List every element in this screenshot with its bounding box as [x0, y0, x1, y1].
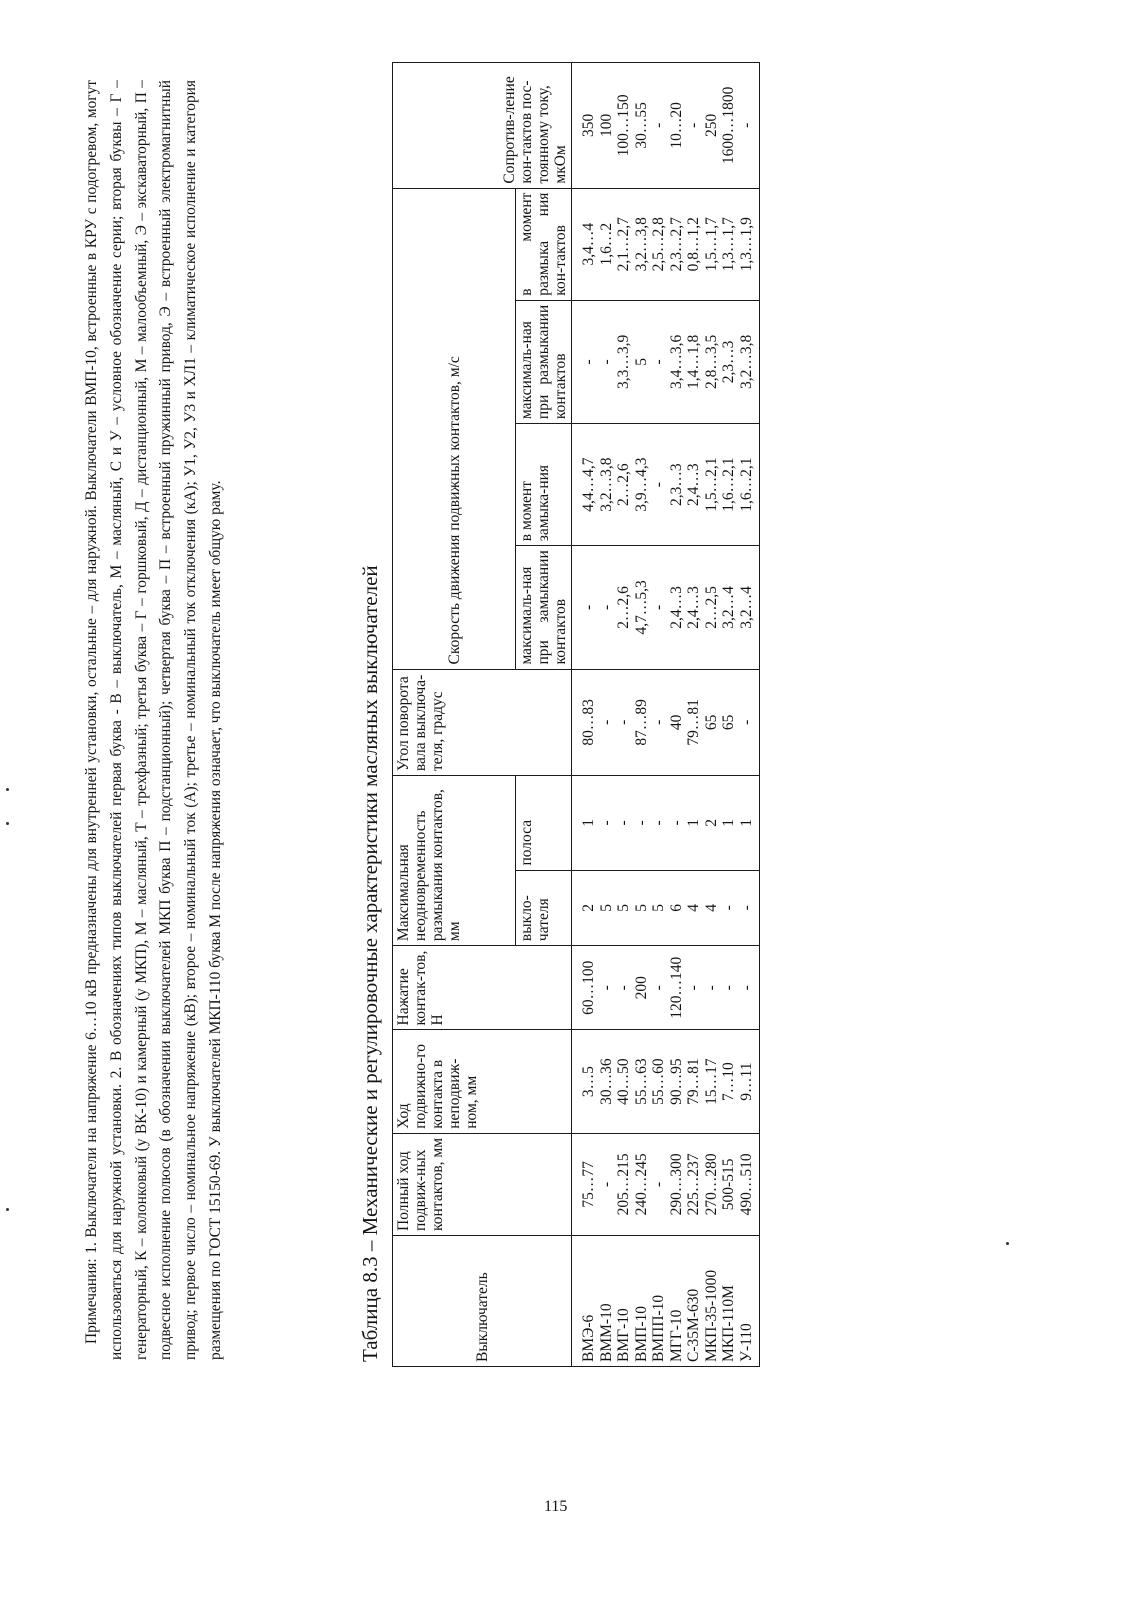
- cell-smc: 2…2,6: [615, 546, 633, 669]
- table-row: [572, 63, 598, 1367]
- cell-smo: 3,2…3,8: [738, 300, 760, 423]
- cell-som: 1,3…1,9: [738, 188, 760, 300]
- cell-mov: 7…10: [720, 1030, 738, 1133]
- cell-name: ВМПП-10: [650, 1235, 668, 1366]
- header-ns-pole: полоса: [516, 776, 572, 870]
- cell-som: 2,3…2,7: [668, 188, 686, 300]
- cell-nsp: -: [598, 776, 616, 870]
- cell-smo: 2,3…3: [720, 300, 738, 423]
- cell-nsp: 1: [720, 776, 738, 870]
- header-movable-travel: Ход подвижно-го контакта в неподвиж-ном, мм: [393, 1030, 572, 1133]
- cell-smo: -: [650, 300, 668, 423]
- table-row: [633, 63, 651, 1367]
- header-contact-pressure: Нажатие контак-тов, Н: [393, 946, 572, 1030]
- cell-res: -: [738, 63, 760, 189]
- cell-res: 30…55: [633, 63, 651, 189]
- cell-mov: 79…81: [685, 1030, 703, 1133]
- cell-som: 0,8…1,2: [685, 188, 703, 300]
- cell-scm: -: [650, 424, 668, 546]
- cell-res: -: [685, 63, 703, 189]
- cell-nsp: -: [668, 776, 686, 870]
- cell-name: МКП-110М: [720, 1235, 738, 1366]
- cell-press: 60…100: [572, 946, 598, 1030]
- header-speed-max-close: максималь-ная при замыкании контактов: [516, 546, 572, 669]
- table-row: [738, 63, 760, 1367]
- cell-press: 200: [633, 946, 651, 1030]
- header-speed-open-moment: в момент размыка ния кон-тактов: [516, 188, 572, 300]
- cell-scm: 4,4…4,7: [572, 424, 598, 546]
- cell-full: 500-515: [720, 1133, 738, 1235]
- cell-scm: 3,9…4,3: [633, 424, 651, 546]
- cell-name: У-110: [738, 1235, 760, 1366]
- cell-name: С-35М-630: [685, 1235, 703, 1366]
- cell-full: 225…237: [685, 1133, 703, 1235]
- cell-nsb: 5: [598, 870, 616, 946]
- cell-mov: 3…5: [572, 1030, 598, 1133]
- cell-full: 490…510: [738, 1133, 760, 1235]
- cell-name: МКП-35-1000: [703, 1235, 721, 1366]
- cell-mov: 90…95: [668, 1030, 686, 1133]
- cell-smc: -: [598, 546, 616, 669]
- cell-nsb: -: [738, 870, 760, 946]
- cell-smo: 3,4…3,6: [668, 300, 686, 423]
- cell-name: ВМГ-10: [615, 1235, 633, 1366]
- table-row: [720, 63, 738, 1367]
- header-breaker: Выключатель: [393, 1235, 572, 1366]
- cell-res: 100: [598, 63, 616, 189]
- cell-nsb: 5: [615, 870, 633, 946]
- cell-scm: 2,3…3: [668, 424, 686, 546]
- cell-press: -: [598, 946, 616, 1030]
- cell-som: 1,6…2: [598, 188, 616, 300]
- cell-smo: 3,3…3,9: [615, 300, 633, 423]
- cell-smo: 2,8…3,5: [703, 300, 721, 423]
- scan-speck: [6, 1208, 9, 1211]
- notes-paragraph: Примечания: 1. Выключатели на напряжение 6…10 кВ предназначены для внутренней установки, остальные – для наружной. Выключатели ВМП-10, встроенные в КРУ с подогревом, могут использоваться для наружной установки. 2. В обозначениях типов выключателей первая буква - В – выключатель, М – масляный, С и У – условное обозначение серии; вторая буквы – Г – генераторный, К – колонковый (у ВК-10) и камерный (у МКП), М – масляный, Т – трехфазный; третья буква – Г – горшковый, Д – дистанционный, М – малообъемный, Э – экскаваторный, П – подвесное исполнение полюсов (в обозначении выключателей МКП буква П – подстанционный); четвертая буква – П – встроенный пружинный привод, Э – встроенный электромагнитный привод; первое число – номинальное напряжение (кВ); второе – номинальный ток (А); третье – номинальный ток отключения (кА); У1, У2, У3 и ХЛ1 – климатическое исполнение и категория размещения по ГОСТ 15150-69. У выключателей МКП-110 буква М после напряжения означает, что выключатель имеет общую раму.: [83, 80, 224, 1360]
- cell-som: 2,1…2,7: [615, 188, 633, 300]
- cell-angle: -: [598, 669, 616, 776]
- cell-full: 75…77: [572, 1133, 598, 1235]
- cell-scm: 2…2,6: [615, 424, 633, 546]
- header-resistance: Сопротив-ление кон-тактов пос-тоянному току, мкОм: [393, 63, 572, 189]
- cell-press: -: [703, 946, 721, 1030]
- cell-nsb: -: [720, 870, 738, 946]
- cell-smc: 2,4…3: [668, 546, 686, 669]
- cell-res: -: [650, 63, 668, 189]
- cell-nsb: 4: [703, 870, 721, 946]
- cell-res: 10…20: [668, 63, 686, 189]
- cell-smc: -: [572, 546, 598, 669]
- cell-smo: -: [572, 300, 598, 423]
- cell-smc: -: [650, 546, 668, 669]
- scan-speck: [6, 822, 9, 825]
- cell-full: 205…215: [615, 1133, 633, 1235]
- cell-smc: 4,7…5,3: [633, 546, 651, 669]
- cell-res: 1600…1800: [720, 63, 738, 189]
- header-shaft-angle: Угол поворота вала выключа-теля, градус: [393, 669, 572, 776]
- scan-speck: [6, 788, 9, 791]
- cell-angle: 40: [668, 669, 686, 776]
- cell-press: -: [738, 946, 760, 1030]
- cell-smc: 3,2…4: [720, 546, 738, 669]
- cell-nsp: -: [633, 776, 651, 870]
- cell-nsp: -: [650, 776, 668, 870]
- cell-angle: -: [615, 669, 633, 776]
- table-row: [615, 63, 633, 1367]
- cell-press: 120…140: [668, 946, 686, 1030]
- scan-speck: [1006, 1242, 1009, 1245]
- table-row: [703, 63, 721, 1367]
- cell-som: 1,5…1,7: [703, 188, 721, 300]
- cell-nsb: 6: [668, 870, 686, 946]
- cell-mov: 9…11: [738, 1030, 760, 1133]
- cell-nsp: 2: [703, 776, 721, 870]
- cell-full: 270…280: [703, 1133, 721, 1235]
- cell-nsp: -: [615, 776, 633, 870]
- cell-som: 1,3…1,7: [720, 188, 738, 300]
- cell-smo: -: [598, 300, 616, 423]
- cell-nsb: 5: [650, 870, 668, 946]
- cell-mov: 40…50: [615, 1030, 633, 1133]
- cell-nsp: 1: [572, 776, 598, 870]
- cell-scm: 2,4…3: [685, 424, 703, 546]
- cell-angle: 87…89: [633, 669, 651, 776]
- cell-nsb: 5: [633, 870, 651, 946]
- cell-scm: 1,5…2,1: [703, 424, 721, 546]
- header-full-travel: Полный ход подвиж-ных контактов, мм: [393, 1133, 572, 1235]
- cell-full: 240…245: [633, 1133, 651, 1235]
- cell-name: МГГ-10: [668, 1235, 686, 1366]
- table-row: [598, 63, 616, 1367]
- cell-smc: 2…2,5: [703, 546, 721, 669]
- cell-mov: 30…36: [598, 1030, 616, 1133]
- header-speed-close-moment: в момент замыка-ния: [516, 424, 572, 546]
- table-row: [668, 63, 686, 1367]
- cell-som: 2,5…2,8: [650, 188, 668, 300]
- cell-som: 3,4…4: [572, 188, 598, 300]
- cell-name: ВМП-10: [633, 1235, 651, 1366]
- cell-smc: 2,4…3: [685, 546, 703, 669]
- header-row-1: [393, 63, 516, 1367]
- cell-press: -: [615, 946, 633, 1030]
- cell-scm: 1,6…2,1: [738, 424, 760, 546]
- cell-angle: 65: [703, 669, 721, 776]
- characteristics-table: [392, 62, 760, 1367]
- cell-angle: -: [738, 669, 760, 776]
- table-row: [685, 63, 703, 1367]
- cell-res: 350: [572, 63, 598, 189]
- cell-nsb: 2: [572, 870, 598, 946]
- cell-full: 290…300: [668, 1133, 686, 1235]
- cell-nsp: 1: [685, 776, 703, 870]
- cell-nsb: 4: [685, 870, 703, 946]
- cell-som: 3,2…3,8: [633, 188, 651, 300]
- cell-smo: 5: [633, 300, 651, 423]
- cell-nsp: 1: [738, 776, 760, 870]
- table-caption: Таблица 8.3 – Механические и регулировочные характеристики масляных выключателей: [358, 565, 382, 1362]
- cell-angle: 80…83: [572, 669, 598, 776]
- table-row: [650, 63, 668, 1367]
- cell-smc: 3,2…4: [738, 546, 760, 669]
- cell-angle: 79…81: [685, 669, 703, 776]
- header-ns-breaker: выкло-чателя: [516, 870, 572, 946]
- cell-smo: 1,4…1,8: [685, 300, 703, 423]
- cell-res: 100…150: [615, 63, 633, 189]
- cell-res: 250: [703, 63, 721, 189]
- cell-press: -: [720, 946, 738, 1030]
- cell-angle: 65: [720, 669, 738, 776]
- page-number: 115: [544, 1498, 568, 1515]
- cell-mov: 15…17: [703, 1030, 721, 1133]
- cell-name: ВММ-10: [598, 1235, 616, 1366]
- cell-full: -: [598, 1133, 616, 1235]
- header-speed-max-open: максималь-ная при размыкании контактов: [516, 300, 572, 423]
- cell-name: ВМЭ-6: [572, 1235, 598, 1366]
- cell-scm: 1,6…2,1: [720, 424, 738, 546]
- header-max-nonsimultaneity: Максимальная неодновременность размыкания контактов, мм: [393, 776, 516, 946]
- cell-full: -: [650, 1133, 668, 1235]
- header-speed: Скорость движения подвижных контактов, м/с: [393, 188, 516, 669]
- cell-press: -: [685, 946, 703, 1030]
- cell-angle: -: [650, 669, 668, 776]
- cell-press: -: [650, 946, 668, 1030]
- cell-mov: 55…63: [633, 1030, 651, 1133]
- cell-mov: 55…60: [650, 1030, 668, 1133]
- cell-scm: 3,2…3,8: [598, 424, 616, 546]
